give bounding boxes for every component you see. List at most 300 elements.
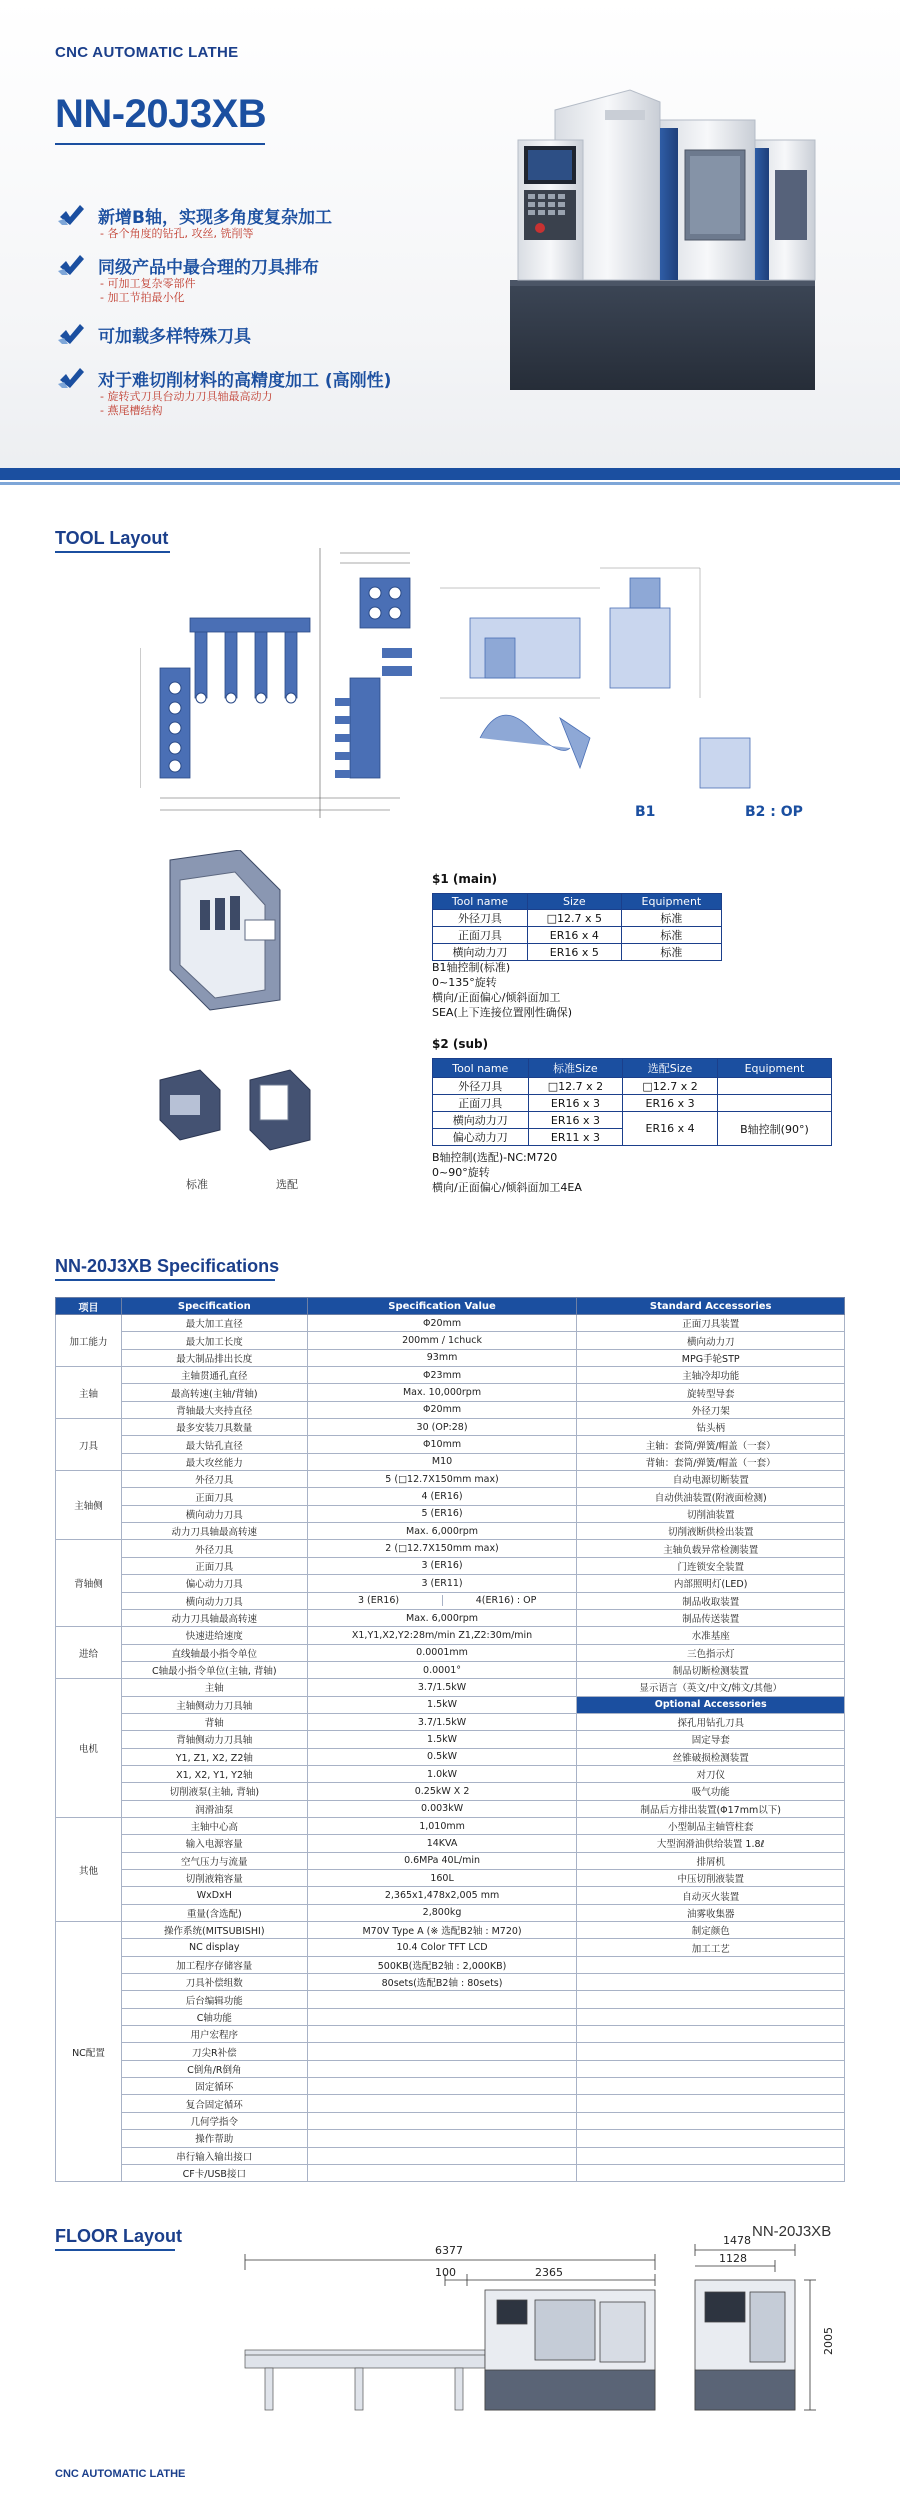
floor-dim-0: 6377 [435, 2244, 463, 2257]
table-row [433, 1078, 832, 1095]
label-standard: 标准 [186, 1178, 208, 1191]
floor-title: FLOOR Layout [55, 2226, 182, 2246]
main-tool-header: Size [527, 894, 621, 910]
main-tool-cell: 横向动力刀 [433, 944, 528, 961]
spec-name: WxDxH [121, 1887, 307, 1904]
spec-table [55, 1297, 845, 2182]
spec-value: Φ10mm [307, 1436, 577, 1453]
spec-value: 200mm / 1chuck [307, 1332, 577, 1349]
spec-value: 30 (OP:28) [307, 1419, 577, 1436]
spec-accessory: 三色指示灯 [577, 1644, 845, 1661]
spec-name: 最大加工长度 [121, 1332, 307, 1349]
spec-name: 几何学指令 [121, 2112, 307, 2129]
spec-value [307, 2147, 577, 2164]
hero-banner [0, 0, 900, 480]
spec-accessory: 制品收取装置 [577, 1592, 845, 1609]
spec-name: 操作帮助 [121, 2130, 307, 2147]
spec-group: 主轴 [56, 1367, 122, 1419]
table-row [56, 1401, 845, 1418]
feature-check-icon [58, 205, 84, 227]
footer-brand: CNC AUTOMATIC LATHE [55, 2468, 186, 2480]
spec-value: 160L [307, 1870, 577, 1887]
spec-value: 14KVA [307, 1835, 577, 1852]
main-tool-note: 横向/正面偏心/倾斜面加工 [432, 991, 561, 1004]
spec-accessory: 显示语言（英文/中文/韩文/其他） [577, 1679, 845, 1696]
spec-rule [55, 1279, 275, 1281]
table-row [56, 1679, 845, 1696]
feature-title: 新增B轴，实现多角度复杂加工 [98, 208, 332, 228]
table-row [56, 2112, 845, 2129]
spec-value: 1.5kW [307, 1696, 577, 1713]
table-row [56, 2164, 845, 2181]
feature-item [58, 253, 458, 313]
spec-accessory [577, 2060, 845, 2077]
spec-name: 主轴 [121, 1679, 307, 1696]
spec-name: 横向动力刀具 [121, 1505, 307, 1522]
main-tool-cell: 外径刀具 [433, 910, 528, 927]
spec-name: 快速进给速度 [121, 1627, 307, 1644]
spec-value [307, 2060, 577, 2077]
table-row [56, 1748, 845, 1765]
spec-name: 操作系统(MITSUBISHI) [121, 1922, 307, 1939]
main-tool-cell: □12.7 x 5 [527, 910, 621, 927]
table-row [56, 1852, 845, 1869]
spec-accessory [577, 2008, 845, 2025]
spec-value: 10.4 Color TFT LCD [307, 1939, 577, 1956]
spec-value: X1,Y1,X2,Y2:28m/min Z1,Z2:30m/min [307, 1627, 577, 1644]
table-row [56, 1956, 845, 1973]
table-row [56, 1592, 845, 1609]
spec-value: 3.7/1.5kW [307, 1679, 577, 1696]
model-underline [55, 143, 265, 145]
model-title: NN-20J3XB [55, 92, 267, 136]
spec-name: 背轴 [121, 1713, 307, 1730]
spec-value [307, 2164, 577, 2181]
spec-name: 横向动力刀具 [121, 1592, 307, 1609]
spec-name: C倒角/R倒角 [121, 2060, 307, 2077]
spec-value: 3.7/1.5kW [307, 1713, 577, 1730]
table-row [56, 2060, 845, 2077]
spec-name: 用户宏程序 [121, 2026, 307, 2043]
spec-name: 输入电源容量 [121, 1835, 307, 1852]
spec-value: 2,365x1,478x2,005 mm [307, 1887, 577, 1904]
spec-name: 正面刀具 [121, 1557, 307, 1574]
floor-dim-2: 2365 [535, 2266, 563, 2279]
spec-name: 动力刀具轴最高转速 [121, 1523, 307, 1540]
main-tool-note: 0~135°旋转 [432, 976, 497, 989]
sub-tool-cell: 外径刀具 [433, 1078, 529, 1095]
table-row [56, 1436, 845, 1453]
table-row [56, 1384, 845, 1401]
spec-value: Max. 10,000rpm [307, 1384, 577, 1401]
spec-name: CF卡/USB接口 [121, 2164, 307, 2181]
brand-label: CNC AUTOMATIC LATHE [55, 44, 239, 61]
spec-value: 4 (ER16) [307, 1488, 577, 1505]
floor-dim-1: 100 [435, 2266, 456, 2279]
spec-name: 动力刀具轴最高转速 [121, 1609, 307, 1626]
sub-tool-cell: ER16 x 3 [528, 1112, 623, 1129]
table-row [56, 1419, 845, 1436]
spec-value: Φ20mm [307, 1401, 577, 1418]
sub-tool-header: Tool name [433, 1059, 529, 1078]
table-row [56, 1904, 845, 1921]
floor-model-label: NN-20J3XB [752, 2223, 832, 2240]
spec-accessory: 切削液断供检出装置 [577, 1523, 845, 1540]
table-row [433, 910, 722, 927]
sub-tool-header: 标准Size [528, 1059, 623, 1078]
spec-group: 进给 [56, 1627, 122, 1679]
spec-name: C轴最小指令单位(主轴, 背轴) [121, 1661, 307, 1678]
sub-tool-notes [432, 1150, 582, 1195]
spec-accessory: 自动供油装置(附液面检测) [577, 1488, 845, 1505]
spec-group: 刀具 [56, 1419, 122, 1471]
spec-name: 刀具补偿组数 [121, 1974, 307, 1991]
machine-illustration [500, 80, 830, 400]
spec-accessory: 主轴：套筒/弹簧/帽盖（一套） [577, 1436, 845, 1453]
spec-header: 项目 [56, 1298, 122, 1315]
spec-name: 固定循环 [121, 2078, 307, 2095]
table-row [56, 1609, 845, 1626]
tool-block-illustration [150, 850, 340, 1180]
spec-accessory: 正面刀具装置 [577, 1315, 845, 1332]
table-row [56, 1765, 845, 1782]
spec-value: M70V Type A (※ 选配B2轴 : M720) [307, 1922, 577, 1939]
spec-accessory: 制定颜色 [577, 1922, 845, 1939]
spec-name: 空气压力与流量 [121, 1852, 307, 1869]
table-row [56, 1974, 845, 1991]
spec-name: 背轴最大夹持直径 [121, 1401, 307, 1418]
sub-tool-header: 选配Size [623, 1059, 718, 1078]
floor-rule [55, 2249, 175, 2251]
table-row [56, 1540, 845, 1557]
spec-accessory [577, 2078, 845, 2095]
table-row [433, 1112, 832, 1129]
spec-value: 0.0001° [307, 1661, 577, 1678]
table-row [56, 1627, 845, 1644]
main-tool-cell: 正面刀具 [433, 927, 528, 944]
main-tool-cell: 标准 [621, 910, 721, 927]
spec-accessory [577, 2043, 845, 2060]
table-row [56, 1817, 845, 1834]
tool-layout-drawing [140, 548, 830, 828]
spec-name: 最大加工直径 [121, 1315, 307, 1332]
spec-accessory: 旋转型导套 [577, 1384, 845, 1401]
spec-value: 0.6MPa 40L/min [307, 1852, 577, 1869]
sub-tool-cell: ER16 x 4 [623, 1112, 718, 1146]
sub-tool-cell: ER16 x 3 [623, 1095, 718, 1112]
spec-accessory [577, 2095, 845, 2112]
spec-value [307, 2043, 577, 2060]
feature-subpoint: - 加工节拍最小化 [100, 291, 185, 304]
table-row [56, 1835, 845, 1852]
spec-accessory: 吸气功能 [577, 1783, 845, 1800]
feature-check-icon [58, 255, 84, 277]
spec-accessory [577, 1956, 845, 1973]
sub-tool-cell: ER16 x 3 [528, 1095, 623, 1112]
spec-value-part: 4(ER16) : OP [442, 1595, 569, 1606]
sub-tool-cell: 偏心动力刀 [433, 1129, 529, 1146]
table-row [56, 1367, 845, 1384]
table-row [56, 2130, 845, 2147]
spec-accessory: 内部照明灯(LED) [577, 1575, 845, 1592]
sub-tool-cell-empty [717, 1095, 831, 1112]
label-b2: B2 : OP [745, 804, 803, 820]
feature-check-icon [58, 324, 84, 346]
sub-tool-equipment: B轴控制(90°) [717, 1112, 831, 1146]
spec-name: 复合固定循环 [121, 2095, 307, 2112]
spec-accessory: 油雾收集器 [577, 1904, 845, 1921]
spec-accessory: 对刀仪 [577, 1765, 845, 1782]
spec-name: 最多安装刀具数量 [121, 1419, 307, 1436]
table-row [56, 1471, 845, 1488]
table-row [56, 1939, 845, 1956]
spec-accessory: 探孔用钻孔刀具 [577, 1713, 845, 1730]
spec-name: 串行输入输出接口 [121, 2147, 307, 2164]
spec-accessory [577, 1974, 845, 1991]
table-row [56, 1505, 845, 1522]
spec-value: 80sets(选配B2轴 : 80sets) [307, 1974, 577, 1991]
spec-group: 背轴侧 [56, 1540, 122, 1627]
spec-accessory: 丝锥破损检测装置 [577, 1748, 845, 1765]
table-row [56, 1557, 845, 1574]
main-tool-notes [432, 960, 572, 1020]
spec-value: Φ23mm [307, 1367, 577, 1384]
table-row [56, 2147, 845, 2164]
spec-accessory: 主轴冷却功能 [577, 1367, 845, 1384]
spec-value [307, 2026, 577, 2043]
spec-title: NN-20J3XB Specifications [55, 1256, 280, 1276]
spec-accessory [577, 2147, 845, 2164]
table-row [433, 927, 722, 944]
spec-value: 5 (□12.7X150mm max) [307, 1471, 577, 1488]
feature-subpoint: - 可加工复杂零部件 [100, 277, 196, 290]
spec-accessory: 横向动力刀 [577, 1332, 845, 1349]
spec-value: Max. 6,000rpm [307, 1523, 577, 1540]
spec-accessory: 水准基座 [577, 1627, 845, 1644]
spec-name: 润滑油泵 [121, 1800, 307, 1817]
spec-name: 偏心动力刀具 [121, 1575, 307, 1592]
feature-subpoint: - 各个角度的钻孔, 攻丝, 铣削等 [100, 227, 254, 240]
spec-group: 电机 [56, 1679, 122, 1818]
main-tool-cell: ER16 x 5 [527, 944, 621, 961]
spec-name: X1, X2, Y1, Y2轴 [121, 1765, 307, 1782]
spec-accessory: 自动灭火装置 [577, 1887, 845, 1904]
spec-name: 主轴中心高 [121, 1817, 307, 1834]
table-row [56, 1453, 845, 1470]
spec-value: 3 (ER16) [307, 1557, 577, 1574]
spec-group: 其他 [56, 1817, 122, 1921]
spec-accessory: 制品切断检测装置 [577, 1661, 845, 1678]
spec-value: Max. 6,000rpm [307, 1609, 577, 1626]
spec-name: 最大钻孔直径 [121, 1436, 307, 1453]
spec-name: 外径刀具 [121, 1540, 307, 1557]
spec-header: Specification Value [307, 1298, 577, 1315]
spec-name: 背轴侧动力刀具轴 [121, 1731, 307, 1748]
spec-accessory: 切削油装置 [577, 1505, 845, 1522]
sub-tool-cell-empty [717, 1078, 831, 1095]
floor-dim-4: 1128 [719, 2252, 747, 2265]
main-tool-note: B1轴控制(标准) [432, 961, 511, 974]
main-tool-note: SEA(上下连接位置刚性确保) [432, 1006, 573, 1019]
spec-value-part: 3 (ER16) [357, 1595, 400, 1607]
spec-value [307, 2130, 577, 2147]
spec-name: 最大攻丝能力 [121, 1453, 307, 1470]
main-tool-header: Equipment [621, 894, 721, 910]
spec-name: 直线轴最小指令单位 [121, 1644, 307, 1661]
spec-accessory: 小型制品主轴管柱套 [577, 1817, 845, 1834]
floor-dim-3: 1478 [723, 2234, 751, 2247]
spec-value: 500KB(选配B2轴 : 2,000KB) [307, 1956, 577, 1973]
main-tool-header: Tool name [433, 894, 528, 910]
spec-name: 外径刀具 [121, 1471, 307, 1488]
label-b1: B1 [635, 804, 656, 820]
feature-item [58, 366, 458, 426]
spec-accessory: 排屑机 [577, 1852, 845, 1869]
spec-name: 最高转速(主轴/背轴) [121, 1384, 307, 1401]
sub-tool-cell: □12.7 x 2 [623, 1078, 718, 1095]
spec-group: 加工能力 [56, 1315, 122, 1367]
table-row [56, 1696, 845, 1713]
spec-accessory: 固定导套 [577, 1731, 845, 1748]
table-row [56, 1349, 845, 1366]
spec-accessory: 自动电源切断装置 [577, 1471, 845, 1488]
spec-group: 主轴侧 [56, 1471, 122, 1540]
table-row [56, 1991, 845, 2008]
spec-name: C轴功能 [121, 2008, 307, 2025]
main-tool-cell: ER16 x 4 [527, 927, 621, 944]
table-row [56, 1713, 845, 1730]
label-option: 选配 [276, 1178, 298, 1191]
spec-name: Y1, Z1, X2, Z2轴 [121, 1748, 307, 1765]
spec-accessory: 大型润滑油供给装置 1.8ℓ [577, 1835, 845, 1852]
spec-value: 2,800kg [307, 1904, 577, 1921]
main-tool-cell: 标准 [621, 944, 721, 961]
spec-accessory: MPG手轮STP [577, 1349, 845, 1366]
optional-accessories-header: Optional Accessories [577, 1696, 845, 1713]
spec-accessory: 背轴：套筒/弹簧/帽盖（一套） [577, 1453, 845, 1470]
spec-value: 0.0001mm [307, 1644, 577, 1661]
spec-value: 1,010mm [307, 1817, 577, 1834]
feature-title: 可加载多样特殊刀具 [98, 327, 251, 347]
spec-header: Standard Accessories [577, 1298, 845, 1315]
spec-value: M10 [307, 1453, 577, 1470]
spec-accessory: 主轴负载异常检测装置 [577, 1540, 845, 1557]
table-row [56, 1870, 845, 1887]
spec-name: 最大制品排出长度 [121, 1349, 307, 1366]
floor-dim-5: 2005 [822, 2327, 835, 2355]
sub-tool-header: Equipment [717, 1059, 831, 1078]
spec-accessory: 外径刀架 [577, 1401, 845, 1418]
spec-accessory: 钻头柄 [577, 1419, 845, 1436]
spec-name: 主轴贯通孔直径 [121, 1367, 307, 1384]
spec-accessory [577, 2130, 845, 2147]
spec-name: 切削液箱容量 [121, 1870, 307, 1887]
spec-value [307, 2112, 577, 2129]
table-row [56, 1800, 845, 1817]
spec-name: 正面刀具 [121, 1488, 307, 1505]
sub-tool-cell: □12.7 x 2 [528, 1078, 623, 1095]
spec-value: 0.5kW [307, 1748, 577, 1765]
sub-tool-table [432, 1058, 832, 1146]
spec-name: NC display [121, 1939, 307, 1956]
spec-value-split [307, 1592, 577, 1609]
table-row [56, 1332, 845, 1349]
sub-tool-note: 0~90°旋转 [432, 1166, 490, 1179]
sub-tool-cell: ER11 x 3 [528, 1129, 623, 1146]
spec-name: 后台编辑功能 [121, 1991, 307, 2008]
spec-value [307, 2078, 577, 2095]
table-row [56, 2026, 845, 2043]
spec-accessory: 门连锁安全装置 [577, 1557, 845, 1574]
table-row [56, 1783, 845, 1800]
table-row [56, 1887, 845, 1904]
spec-name: 重量(含选配) [121, 1904, 307, 1921]
spec-accessory: 加工工艺 [577, 1939, 845, 1956]
sub-tool-cell: 横向动力刀 [433, 1112, 529, 1129]
feature-title: 同级产品中最合理的刀具排布 [98, 258, 319, 278]
feature-check-icon [58, 368, 84, 390]
table-row [56, 2095, 845, 2112]
spec-value [307, 1991, 577, 2008]
spec-accessory [577, 2164, 845, 2181]
table-row [56, 1661, 845, 1678]
spec-value: 5 (ER16) [307, 1505, 577, 1522]
spec-accessory: 制品后方排出装置(Φ17mm以下) [577, 1800, 845, 1817]
spec-name: 刀尖R补偿 [121, 2043, 307, 2060]
tool-layout-title: TOOL Layout [55, 528, 169, 548]
table-row [56, 1575, 845, 1592]
table-row [56, 1488, 845, 1505]
spec-value: 93mm [307, 1349, 577, 1366]
feature-subpoint: - 旋转式刀具台动力刀具轴最高动力 [100, 390, 273, 403]
spec-value: 1.5kW [307, 1731, 577, 1748]
sub-tool-note: 横向/正面偏心/倾斜面加工4EA [432, 1181, 582, 1194]
spec-name: 加工程序存储容量 [121, 1956, 307, 1973]
sub-tool-cell: 正面刀具 [433, 1095, 529, 1112]
table-row [56, 2008, 845, 2025]
spec-accessory [577, 2026, 845, 2043]
spec-value: Φ20mm [307, 1315, 577, 1332]
table-row [56, 2078, 845, 2095]
table-row [56, 1644, 845, 1661]
spec-accessory: 制品传送装置 [577, 1609, 845, 1626]
spec-name: 切削液泵(主轴, 背轴) [121, 1783, 307, 1800]
spec-value: 0.003kW [307, 1800, 577, 1817]
spec-value [307, 2095, 577, 2112]
sub-tool-heading: $2 (sub) [432, 1037, 489, 1051]
main-tool-table [432, 893, 722, 961]
spec-value [307, 2008, 577, 2025]
hero-divider-thin [0, 482, 900, 485]
spec-group: NC配置 [56, 1922, 122, 2182]
table-row [56, 1922, 845, 1939]
hero-divider-band [0, 468, 900, 480]
spec-value: 1.0kW [307, 1765, 577, 1782]
table-row [56, 1523, 845, 1540]
spec-value: 3 (ER11) [307, 1575, 577, 1592]
feature-title: 对于难切削材料的高精度加工 (高刚性) [98, 371, 392, 391]
floor-layout-drawing [235, 2230, 845, 2430]
table-row [56, 1731, 845, 1748]
spec-accessory [577, 1991, 845, 2008]
main-tool-cell: 标准 [621, 927, 721, 944]
spec-accessory [577, 2112, 845, 2129]
table-row [433, 1095, 832, 1112]
spec-header: Specification [121, 1298, 307, 1315]
spec-value: 2 (□12.7X150mm max) [307, 1540, 577, 1557]
table-row [56, 1315, 845, 1332]
spec-accessory: 中压切削液装置 [577, 1870, 845, 1887]
